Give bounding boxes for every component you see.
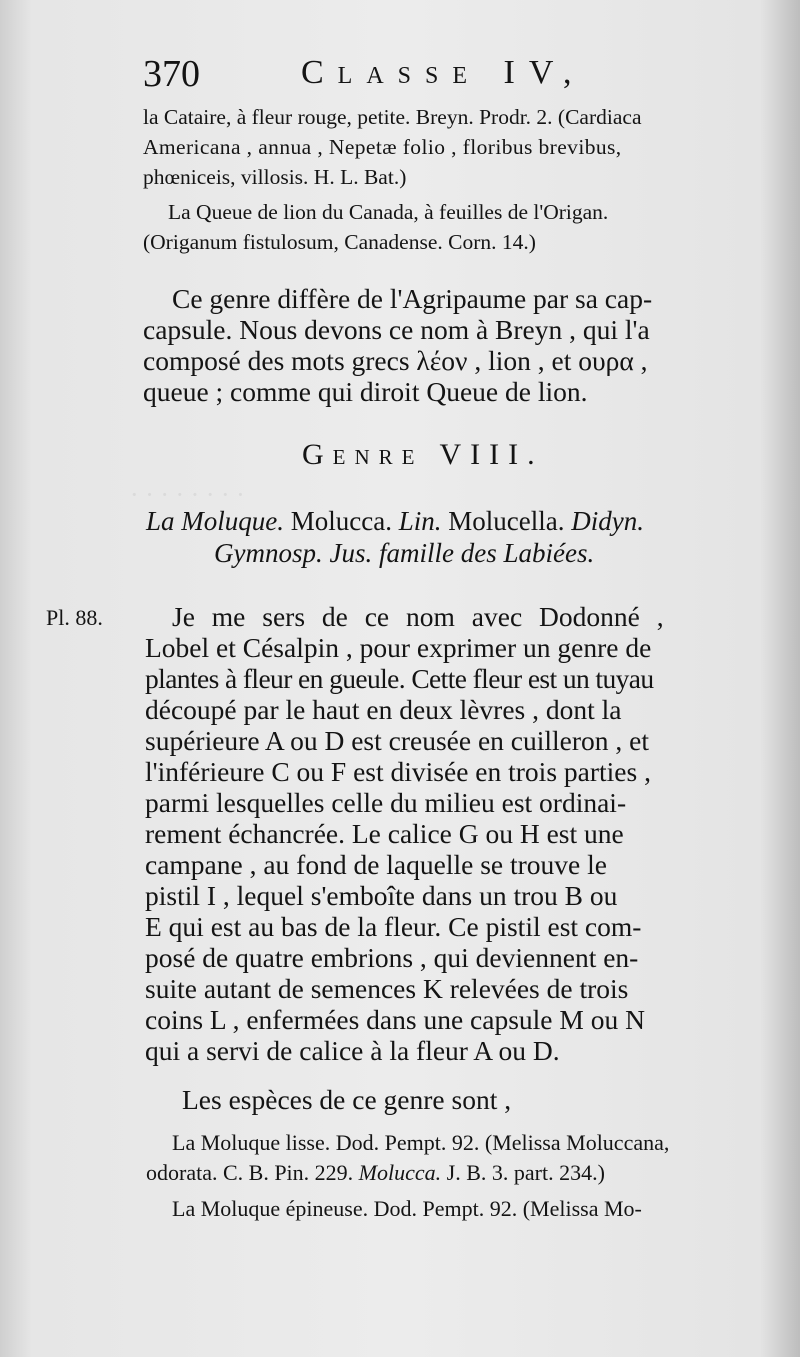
species-intro: Les espèces de ce genre sont , [182,1084,512,1115]
genre-title-line-1 [146,506,644,538]
text-line: campane , au fond de laquelle se trouve le [145,849,607,880]
text-line: l'inférieure C ou F est divisée en trois parties , [145,756,651,787]
page-header [143,52,783,100]
text-line: phœniceis, villosis. H. L. Bat.) [143,165,407,189]
species-entry [172,1129,669,1156]
text-line: parmi lesquelles celle du milieu est ordinai- [145,787,627,818]
text-line: La Queue de lion du Canada, à feuilles de l'Origan. [168,200,609,224]
text-line: Lobel et Césalpin , pour exprimer un genre de [145,632,652,663]
text-line: rement échancrée. Le calice G ou H est une [145,818,624,849]
genre-title-line-2: Gymnosp. Jus. famille des Labiées. [214,538,595,568]
species-italic: Molucca. [358,1160,442,1185]
page-number: 370 [143,53,200,95]
species-text: La Moluque lisse. Dod. Pempt. 92. (Melissa Moluccana, [172,1130,670,1155]
show-through: · · · · · · · · [130,480,245,509]
text-line: pistil I , lequel s'emboîte dans un trou B ou [145,880,618,911]
text-line: E qui est au bas de la fleur. Ce pistil est com- [145,911,642,942]
text-line: découpé par le haut en deux lèvres , dont la [145,694,622,725]
text-line: qui a servi de calice à la fleur A ou D. [145,1035,560,1066]
text-line: supérieure A ou D est creusée en cuilleron , et [145,725,649,756]
species-text: odorata. C. B. Pin. 229. [146,1160,359,1185]
species-entry [172,1195,642,1222]
text-line: posé de quatre embrions , qui deviennent en- [145,942,639,973]
linnaean-class: Didyn. [571,506,644,536]
text-line: Americana , annua , Nepetæ folio , floribus brevibus, [143,135,622,159]
species-entry [146,1159,605,1186]
text-line: composé des mots grecs λέον , lion , et ουρα , [143,345,648,376]
plate-reference: Pl. 88. [46,605,103,630]
text-line: plantes à fleur en gueule. Cette fleur est un tuyau [145,663,654,694]
text-line: capsule. Nous devons ce nom à Breyn , qui l'a [143,314,650,345]
text-line: (Origanum fistulosum, Canadense. Corn. 14.) [143,230,536,254]
genre-heading: Genre VIII. [302,438,544,471]
text-line: queue ; comme qui diroit Queue de lion. [143,376,588,407]
text-line: la Cataire, à fleur rouge, petite. Breyn. Prodr. 2. (Cardiaca [143,105,642,129]
text-line: coins L , enfermées dans une capsule M ou N [145,1004,645,1035]
genre-name-latin: Molucca. [284,506,399,536]
text-line: Ce genre diffère de l'Agripaume par sa cap- [172,283,653,314]
species-text: J. B. 3. part. 234.) [441,1160,605,1185]
linnaean-name: Molucella. [441,506,572,536]
text-line: Je me sers de ce nom avec Dodonné , [172,601,664,632]
species-text: La Moluque épineuse. Dod. Pempt. 92. (Melissa Mo- [172,1196,642,1221]
author-abbrev: Lin. [398,506,442,536]
text-line: suite autant de semences K relevées de trois [145,973,629,1004]
running-head: Classe IV, [301,54,586,91]
genre-name-fr: La Moluque. [146,506,284,536]
